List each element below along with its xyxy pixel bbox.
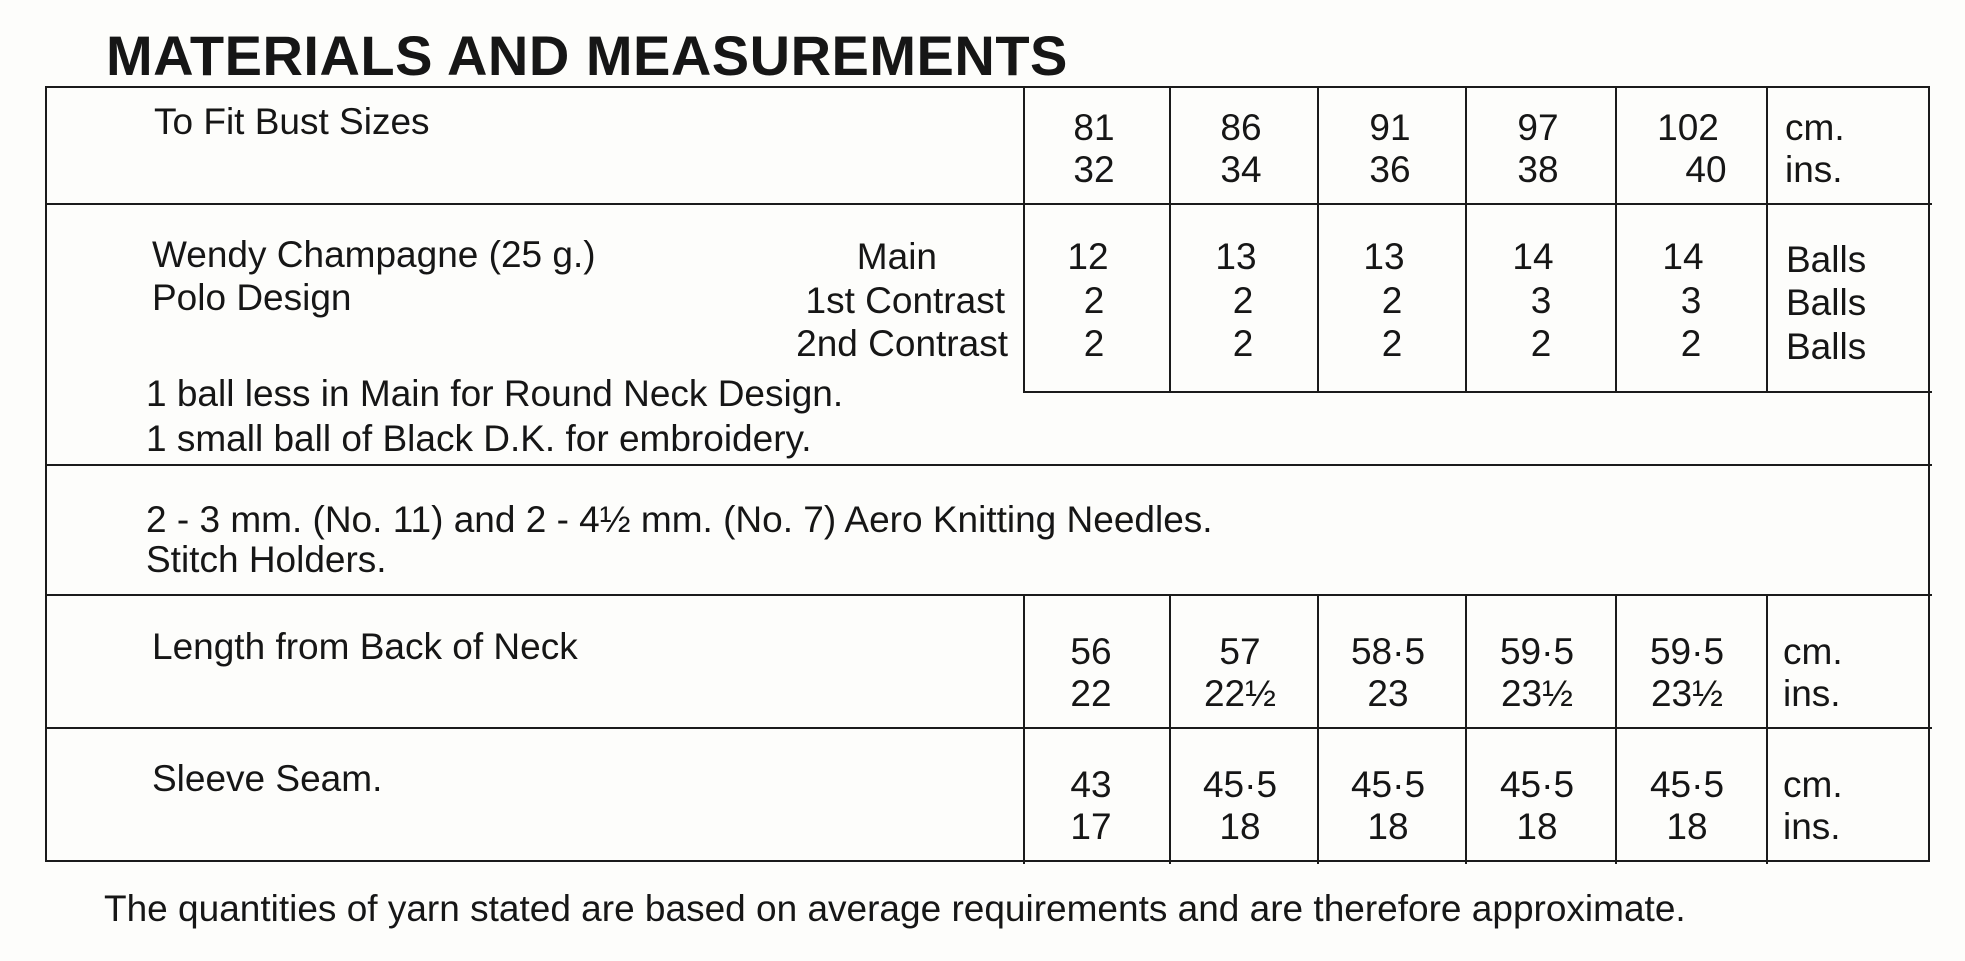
- bust-ins-value: 36: [1369, 149, 1411, 190]
- yarn-contrast1-value: 3: [1530, 280, 1552, 321]
- unit-balls: Balls: [1786, 326, 1867, 367]
- bust-cm-value: 91: [1369, 107, 1411, 148]
- yarn-main-value: 14: [1662, 236, 1704, 277]
- row-divider: [1023, 391, 1932, 393]
- length-cm-value: 59·5: [1499, 631, 1575, 672]
- sleeve-cm-value: 43: [1070, 764, 1112, 805]
- length-ins-value: 22: [1070, 673, 1112, 714]
- yarn-row-label: 2nd Contrast: [796, 323, 1008, 364]
- footer-note: The quantities of yarn stated are based on average requirements and are therefore approximate.: [104, 888, 1686, 929]
- yarn-contrast1-value: 3: [1680, 280, 1702, 321]
- unit-ins: ins.: [1783, 673, 1841, 714]
- length-ins-value: 23½: [1650, 673, 1723, 714]
- page-title: MATERIALS AND MEASUREMENTS: [106, 24, 1068, 87]
- sleeve-cm-value: 45·5: [1649, 764, 1725, 805]
- yarn-note: 1 ball less in Main for Round Neck Design.: [146, 373, 844, 414]
- sleeve-ins-value: 18: [1219, 806, 1261, 847]
- sleeve-ins-value: 18: [1516, 806, 1558, 847]
- bust-cm-value: 97: [1517, 107, 1559, 148]
- bust-cm-value: 81: [1073, 107, 1115, 148]
- materials-table: [45, 86, 1930, 862]
- yarn-main-value: 13: [1215, 236, 1257, 277]
- bust-ins-value: 38: [1517, 149, 1559, 190]
- length-cm-value: 57: [1219, 631, 1261, 672]
- yarn-brand: Wendy Champagne (25 g.): [152, 234, 596, 275]
- col-divider: [1766, 594, 1768, 864]
- length-ins-value: 23: [1367, 673, 1409, 714]
- bust-ins-value: 32: [1073, 149, 1115, 190]
- sleeve-cm-value: 45·5: [1499, 764, 1575, 805]
- unit-balls: Balls: [1786, 282, 1867, 323]
- bust-ins-value: 40: [1685, 149, 1727, 190]
- yarn-row-label: Main: [856, 236, 937, 277]
- sleeve-ins-value: 18: [1367, 806, 1409, 847]
- unit-balls: Balls: [1786, 239, 1867, 280]
- sleeve-ins-value: 18: [1666, 806, 1708, 847]
- sleeve-label: Sleeve Seam.: [152, 758, 383, 799]
- length-ins-value: 23½: [1500, 673, 1573, 714]
- yarn-contrast1-value: 2: [1232, 280, 1254, 321]
- yarn-contrast2-value: 2: [1680, 323, 1702, 364]
- yarn-main-value: 13: [1363, 236, 1405, 277]
- yarn-contrast2-value: 2: [1083, 323, 1105, 364]
- bust-label: To Fit Bust Sizes: [154, 101, 430, 142]
- yarn-main-value: 12: [1067, 236, 1109, 277]
- sleeve-ins-value: 17: [1070, 806, 1112, 847]
- sleeve-cm-value: 45·5: [1350, 764, 1426, 805]
- sleeve-cm-value: 45·5: [1202, 764, 1278, 805]
- unit-cm: cm.: [1783, 631, 1843, 672]
- yarn-contrast2-value: 2: [1530, 323, 1552, 364]
- yarn-main-value: 14: [1512, 236, 1554, 277]
- yarn-row-label: 1st Contrast: [805, 280, 1005, 321]
- col-divider: [1766, 88, 1768, 393]
- length-label: Length from Back of Neck: [152, 626, 578, 667]
- yarn-contrast1-value: 2: [1381, 280, 1403, 321]
- yarn-contrast2-value: 2: [1381, 323, 1403, 364]
- length-cm-value: 59·5: [1649, 631, 1725, 672]
- yarn-contrast2-value: 2: [1232, 323, 1254, 364]
- length-cm-value: 58·5: [1350, 631, 1426, 672]
- needles-text: 2 - 3 mm. (No. 11) and 2 - 4½ mm. (No. 7) Aero Knitting Needles.: [146, 499, 1213, 540]
- row-divider: [47, 727, 1932, 729]
- yarn-note: 1 small ball of Black D.K. for embroidery.: [146, 418, 812, 459]
- bust-cm-value: 102: [1657, 107, 1719, 148]
- row-divider: [47, 594, 1932, 596]
- unit-ins: ins.: [1783, 806, 1841, 847]
- bust-ins-value: 34: [1220, 149, 1262, 190]
- yarn-design: Polo Design: [152, 277, 352, 318]
- unit-ins: ins.: [1785, 149, 1843, 190]
- bust-cm-value: 86: [1220, 107, 1262, 148]
- stitch-holders-text: Stitch Holders.: [146, 539, 387, 580]
- length-ins-value: 22½: [1203, 673, 1276, 714]
- yarn-contrast1-value: 2: [1083, 280, 1105, 321]
- row-divider: [47, 464, 1932, 466]
- unit-cm: cm.: [1785, 107, 1845, 148]
- length-cm-value: 56: [1070, 631, 1112, 672]
- unit-cm: cm.: [1783, 764, 1843, 805]
- row-divider: [47, 203, 1932, 205]
